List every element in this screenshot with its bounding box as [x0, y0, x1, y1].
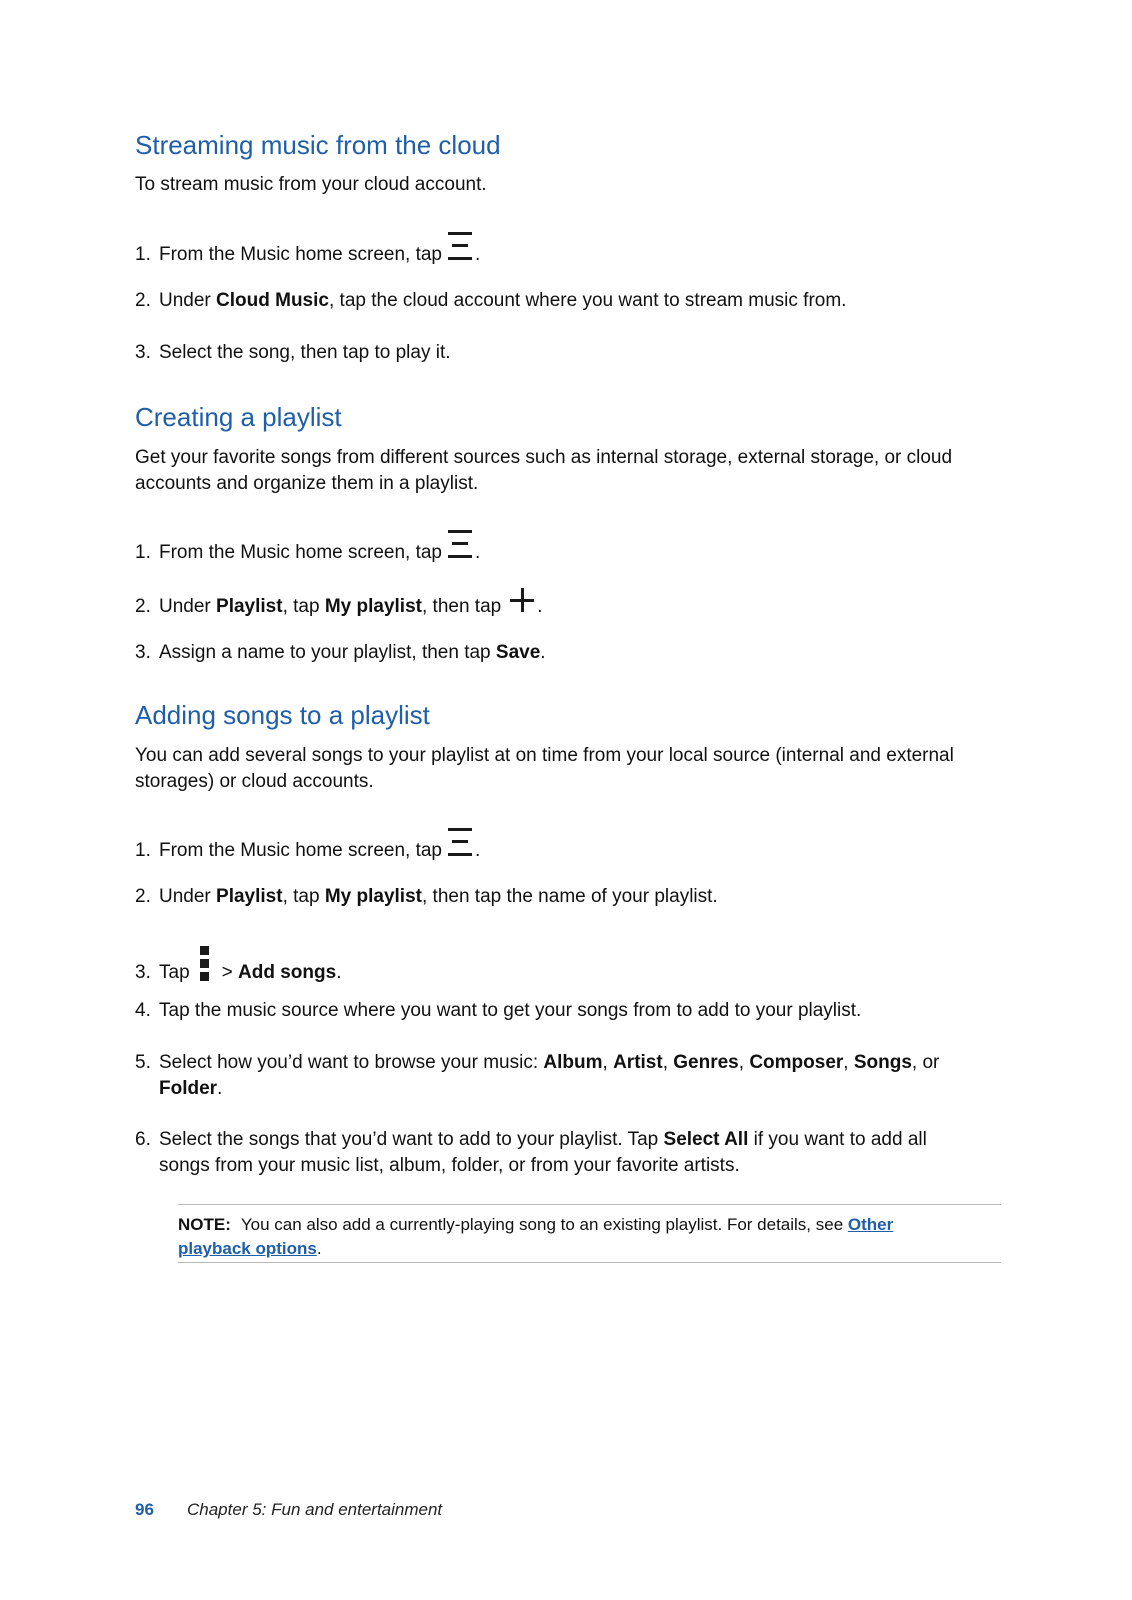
step-number: 1. — [135, 840, 151, 861]
step-bold-my-playlist: My playlist — [324, 596, 422, 617]
step-text-pre: Tap — [159, 962, 190, 983]
separator: , — [738, 1052, 750, 1073]
step-text-pre: Under — [159, 290, 217, 311]
step-text-pre: Under — [159, 886, 217, 907]
option-composer: Composer — [749, 1052, 844, 1073]
chapter-title: Chapter 5: Fun and entertainment — [187, 1500, 443, 1519]
step-text-mid: , tap — [282, 886, 325, 907]
step-text-pre: Assign a name to your playlist, then tap — [159, 642, 496, 663]
creating-step-3 — [135, 640, 546, 666]
step-number: 3. — [135, 642, 151, 663]
streaming-step-3 — [135, 340, 451, 366]
link-text[interactable]: playback options — [178, 1239, 317, 1258]
step-text-post: if you want to add all — [748, 1129, 927, 1150]
intro-line: Get your favorite songs from different sources such as internal storage, external storage, or cloud — [135, 447, 953, 468]
intro-line: You can add several songs to your playlist at on time from your local source (internal and external — [135, 745, 954, 766]
step-bold-add-songs: Add songs — [238, 962, 337, 983]
step-punctuation: . — [475, 244, 481, 265]
adding-step-4 — [135, 998, 861, 1024]
menu-icon — [446, 230, 474, 264]
step-bold-my-playlist: My playlist — [324, 886, 422, 907]
step-number: 1. — [135, 244, 151, 265]
separator: . — [217, 1078, 223, 1099]
note-text: You can also add a currently-playing song to an existing playlist. For details, see — [240, 1215, 848, 1234]
step-text-mid: , tap — [282, 596, 325, 617]
intro-line: storages) or cloud accounts. — [135, 771, 374, 792]
step-number: 6. — [135, 1129, 151, 1150]
step-text-post: . — [540, 642, 546, 663]
step-number: 5. — [135, 1052, 151, 1073]
step-text: From the Music home screen, tap — [159, 542, 442, 563]
step-text-pre: Select the songs that you’d want to add to your playlist. Tap — [159, 1129, 664, 1150]
more-vertical-icon — [198, 946, 212, 982]
step-text-post: , tap the cloud account where you want to stream music from. — [328, 290, 847, 311]
step-text: Tap the music source where you want to get your songs from to add to your playlist. — [159, 1000, 862, 1021]
separator: , — [843, 1052, 854, 1073]
step-number: 2. — [135, 596, 151, 617]
adding-step-3 — [135, 946, 341, 986]
step-text-pre: Under — [159, 596, 217, 617]
step-number: 3. — [135, 342, 151, 363]
option-folder: Folder — [159, 1078, 218, 1099]
step-bold-select-all: Select All — [663, 1129, 749, 1150]
separator: , — [602, 1052, 614, 1073]
separator: , or — [911, 1052, 940, 1073]
step-number: 3. — [135, 962, 151, 983]
step-continuation — [135, 1076, 939, 1102]
section-heading-adding: Adding songs to a playlist — [135, 700, 430, 730]
separator: , — [662, 1052, 674, 1073]
adding-step-1 — [135, 826, 480, 864]
step-text-pre: Select how you’d want to browse your music: — [159, 1052, 544, 1073]
option-songs: Songs — [853, 1052, 912, 1073]
step-punctuation: . — [475, 542, 481, 563]
section-heading-streaming: Streaming music from the cloud — [135, 130, 501, 160]
step-bold-playlist: Playlist — [216, 596, 283, 617]
step-text-post: , then tap — [421, 596, 502, 617]
plus-icon — [509, 588, 535, 614]
page-footer — [135, 1500, 442, 1520]
menu-icon — [446, 528, 474, 562]
step-bold-save: Save — [495, 642, 541, 663]
streaming-step-2 — [135, 288, 846, 314]
step-text: From the Music home screen, tap — [159, 244, 442, 265]
step-bold-cloud-music: Cloud Music — [216, 290, 329, 311]
step-number: 2. — [135, 886, 151, 907]
step-punctuation: . — [475, 840, 481, 861]
step-text: From the Music home screen, tap — [159, 840, 442, 861]
step-number: 4. — [135, 1000, 151, 1021]
creating-step-2 — [135, 588, 543, 620]
section-heading-creating: Creating a playlist — [135, 402, 342, 432]
step-text-post: . — [336, 962, 342, 983]
note-label: NOTE: — [178, 1215, 231, 1234]
section-intro-creating — [135, 445, 952, 497]
step-number: 2. — [135, 290, 151, 311]
step-text: Select the song, then tap to play it. — [159, 342, 451, 363]
note-box — [178, 1204, 1001, 1263]
step-punctuation: . — [537, 596, 543, 617]
streaming-step-1 — [135, 230, 480, 268]
section-intro-streaming: To stream music from your cloud account. — [135, 174, 487, 195]
adding-step-6 — [135, 1127, 927, 1179]
step-continuation: songs from your music list, album, folder, or from your favorite artists. — [159, 1155, 740, 1176]
step-text-post: , then tap the name of your playlist. — [421, 886, 718, 907]
link-text[interactable]: Other — [847, 1215, 894, 1234]
option-album: Album — [543, 1052, 603, 1073]
adding-step-2 — [135, 884, 718, 910]
adding-step-5 — [135, 1050, 939, 1102]
option-artist: Artist — [613, 1052, 663, 1073]
section-intro-adding — [135, 743, 954, 795]
note-end: . — [316, 1239, 322, 1258]
intro-line: accounts and organize them in a playlist. — [135, 473, 479, 494]
step-number: 1. — [135, 542, 151, 563]
step-bold-playlist: Playlist — [216, 886, 283, 907]
step-separator: > — [221, 962, 239, 983]
option-genres: Genres — [673, 1052, 739, 1073]
page-number: 96 — [135, 1500, 154, 1519]
creating-step-1 — [135, 528, 480, 566]
menu-icon — [446, 826, 474, 860]
